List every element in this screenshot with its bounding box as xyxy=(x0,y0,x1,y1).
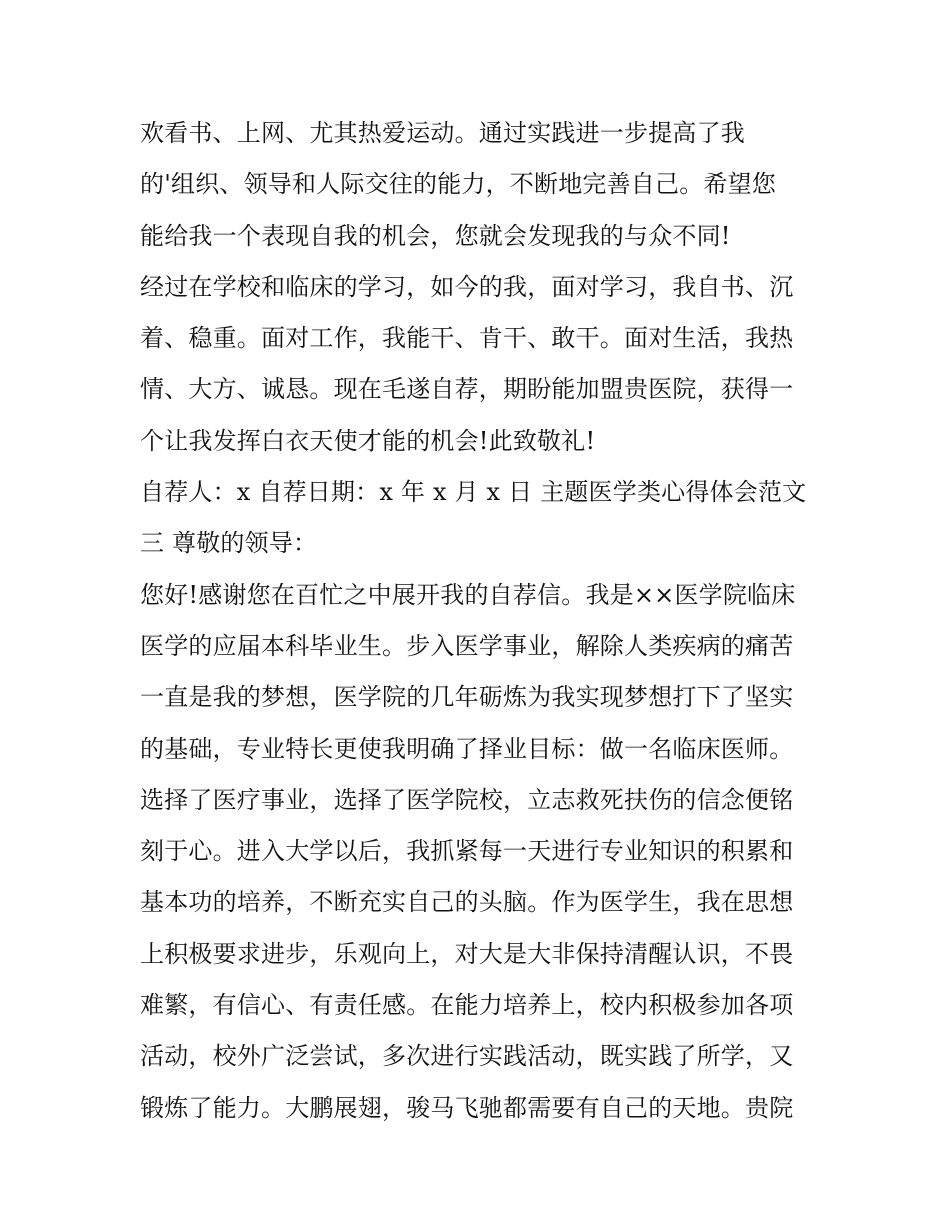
text-line-9: 三 尊敬的领导： xyxy=(140,529,318,558)
text-line-10: 您好!感谢您在百忙之中展开我的自荐信。我是××医学院临床 xyxy=(140,580,796,609)
text-line-1: 欢看书、上网、尤其热爱运动。通过实践进一步提高了我 xyxy=(140,119,745,147)
text-line-12: 一直是我的梦想，医学院的几年砺炼为我实现梦想打下了坚实 xyxy=(140,683,794,712)
text-line-2: 的'组织、领导和人际交往的能力，不断地完善自己。希望您 xyxy=(140,170,776,199)
text-line-6: 情、大方、诚恳。现在毛遂自荐，期盼能加盟贵医院，获得一 xyxy=(140,375,794,404)
text-line-8: 自荐人：x 自荐日期：x 年 x 月 x 日 主题医学类心得体会范文 xyxy=(140,478,807,507)
text-line-18: 难繁，有信心、有责任感。在能力培养上，校内积极参加各项 xyxy=(140,991,794,1020)
text-line-13: 的基础，专业特长更使我明确了择业目标：做一名临床医师。 xyxy=(140,734,794,763)
text-line-11: 医学的应届本科毕业生。步入医学事业，解除人类疾病的痛苦 xyxy=(140,631,794,660)
text-line-16: 基本功的培养，不断充实自己的头脑。作为医学生，我在思想 xyxy=(140,888,794,917)
text-line-20: 锻炼了能力。大鹏展翅，骏马飞驰都需要有自己的天地。贵院 xyxy=(140,1093,794,1122)
text-line-5: 着、稳重。面对工作，我能干、肯干、敢干。面对生活，我热 xyxy=(140,324,794,353)
document-body xyxy=(140,108,820,1134)
text-line-3: 能给我一个表现自我的机会，您就会发现我的与众不同! xyxy=(140,221,731,250)
text-line-15: 刻于心。进入大学以后，我抓紧每一天进行专业知识的积累和 xyxy=(140,837,794,866)
text-line-19: 活动，校外广泛尝试，多次进行实践活动，既实践了所学，又 xyxy=(140,1042,794,1071)
text-line-14: 选择了医疗事业，选择了医学院校，立志救死扶伤的信念便铭 xyxy=(140,785,794,814)
text-line-17: 上积极要求进步，乐观向上，对大是大非保持清醒认识，不畏 xyxy=(140,939,794,968)
text-line-7: 个让我发挥白衣天使才能的机会!此致敬礼! xyxy=(140,426,596,455)
text-line-4: 经过在学校和临床的学习，如今的我，面对学习，我自书、沉 xyxy=(140,272,794,301)
